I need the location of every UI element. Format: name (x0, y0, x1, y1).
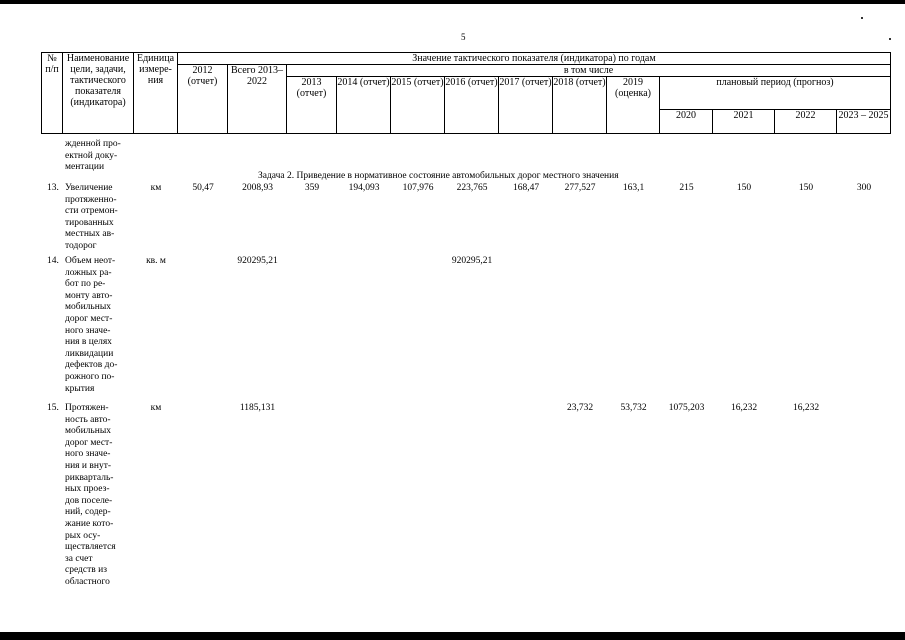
scan-speck (861, 17, 863, 19)
value-2019: 163,1 (622, 183, 645, 193)
col-2013-header: 2013 (отчет) (287, 77, 337, 134)
value-2023-2025: 300 (856, 183, 872, 193)
carryover-text: жденной про- ектной доку- ментации (65, 139, 121, 173)
value-2014: 194,093 (348, 183, 380, 193)
unit: км (150, 183, 162, 193)
value-2021: 16,232 (730, 403, 758, 413)
col-number-header: № п/п (42, 53, 63, 134)
col-2019-header: 2019 (оценка) (607, 77, 660, 134)
value-2013: 359 (304, 183, 320, 193)
col-2016-header: 2016 (отчет) (445, 77, 499, 134)
indicator-name: Протяжен- ность авто- мобильных дорог мест- ного значе- ния и внут- рикварталь- ных проез- дов поселе- ний, содер- жание кото- рых осу- ществляется за счет средств из областного (65, 403, 116, 587)
value-2012: 50,47 (192, 183, 214, 193)
value-2020: 215 (679, 183, 694, 193)
value-2017: 168,47 (512, 183, 540, 193)
value-2016: 920295,21 (451, 256, 493, 266)
col-2015-header: 2015 (отчет) (391, 77, 445, 134)
values-group-header: Значение тактического показателя (индикатора) по годам (178, 53, 891, 65)
col-2018-header: 2018 (отчет) (553, 77, 607, 134)
row-number: 13. (47, 183, 59, 193)
value-2022: 16,232 (792, 403, 820, 413)
col-2022-header: 2022 (775, 110, 837, 134)
page-number: 5 (461, 32, 466, 42)
task-title: Задача 2. Приведение в нормативное состояние автомобильных дорог местного значения (258, 171, 619, 181)
indicator-name: Увеличение протяженно- сти отремон- тированных местных ав- тодорог (65, 183, 118, 251)
value-2020: 1075,203 (668, 403, 705, 413)
value-total: 1185,131 (239, 403, 276, 413)
scan-speck (889, 38, 891, 40)
scan-top-edge (0, 0, 905, 4)
value-2021: 150 (736, 183, 752, 193)
value-total: 920295,21 (237, 256, 278, 266)
indicator-table-header (41, 52, 891, 134)
col-name-header: Наименование цели, задачи, тактического показателя (индикатора) (63, 53, 134, 134)
unit: кв. м (146, 256, 166, 266)
scan-bottom-edge (0, 632, 905, 640)
col-2021-header: 2021 (713, 110, 775, 134)
row-number: 14. (47, 256, 59, 266)
col-unit-header: Единица измере-ния (134, 53, 178, 134)
value-2018: 277,527 (564, 183, 596, 193)
col-2017-header: 2017 (отчет) (499, 77, 553, 134)
indicator-name: Объем неот- ложных ра- бот по ре- монту авто- мобильных дорог мест- ного значе- ния в целях ликвидации дефектов до- рожного по- крытия (65, 256, 118, 394)
value-2015: 107,976 (402, 183, 434, 193)
value-total: 2008,93 (242, 183, 273, 193)
value-2022: 150 (798, 183, 814, 193)
col-2023-2025-header: 2023 – 2025 (837, 110, 891, 134)
col-total-header: Всего 2013–2022 (228, 65, 287, 134)
col-2020-header: 2020 (660, 110, 713, 134)
col-2014-header: 2014 (отчет) (337, 77, 391, 134)
value-2019: 53,732 (620, 403, 647, 413)
value-2016: 223,765 (456, 183, 488, 193)
col-2012-header: 2012 (отчет) (178, 65, 228, 134)
including-header: в том числе (287, 65, 891, 77)
unit: км (150, 403, 162, 413)
value-2018: 23,732 (566, 403, 594, 413)
row-number: 15. (47, 403, 59, 413)
plan-period-header: плановый период (прогноз) (660, 77, 891, 110)
